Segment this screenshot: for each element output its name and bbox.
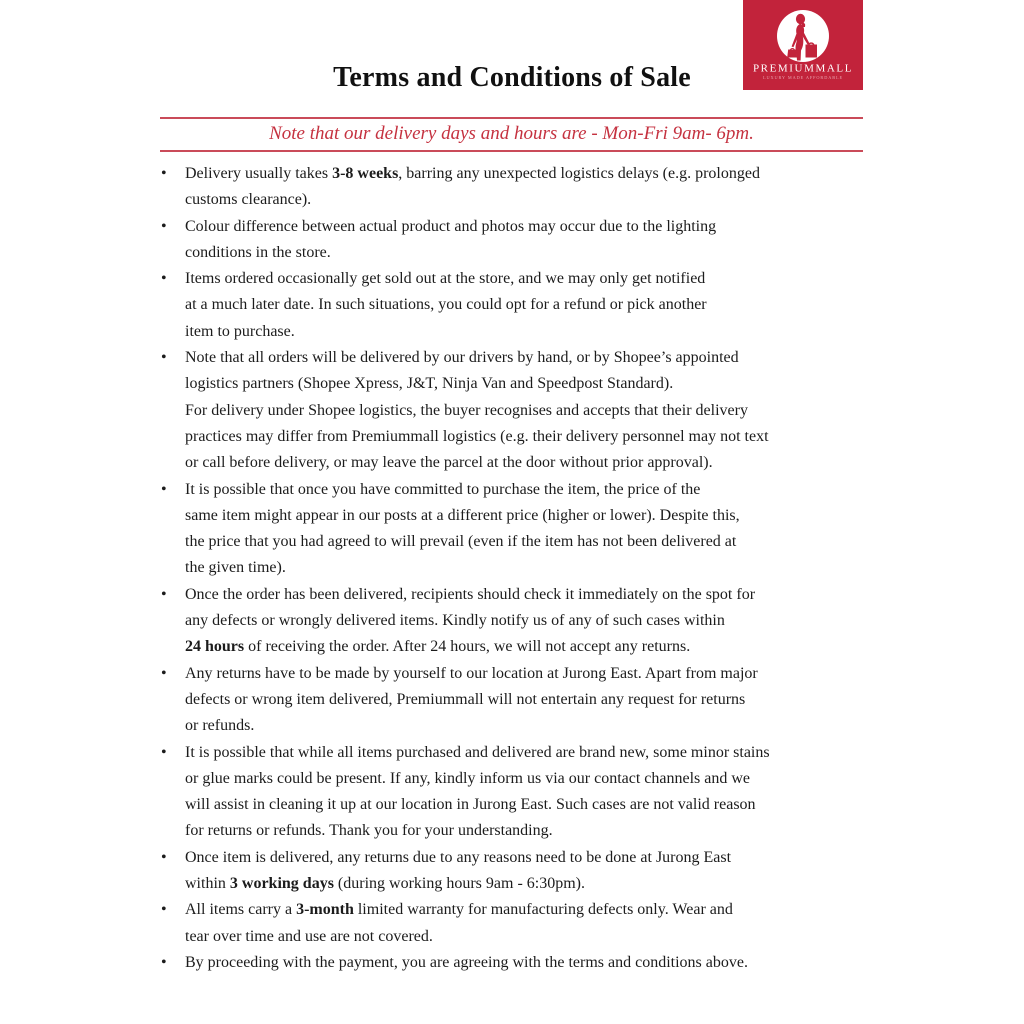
terms-list-item: • Once the order has been delivered, recipients should check it immediately on the spot for any defects or wrongly delivered items. Kindly notify us of any of such cases within 24 hours of receiving the order. After 24 hours, we will not accept any returns. — [160, 582, 874, 661]
terms-list-item: • All items carry a 3-month limited warranty for manufacturing defects only. Wear and tear over time and use are not covered. — [160, 897, 874, 950]
terms-list-item: • Any returns have to be made by yourself to our location at Jurong East. Apart from major defects or wrong item delivered, Premiummall will not entertain any request for returns or refunds. — [160, 661, 874, 740]
terms-list-item: • Note that all orders will be delivered by our drivers by hand, or by Shopee’s appointed logistics partners (Shopee Xpress, J&T, Ninja Van and Speedpost Standard). For delivery under Shopee logistics, the buyer recognises and accepts that their delivery practices may differ from Premiummall logistics (e.g. their delivery personnel may not text or call before delivery, or may leave the parcel at the door without prior approval). — [160, 345, 874, 476]
delivery-notice-text: Note that our delivery days and hours are - Mon-Fri 9am- 6pm. — [269, 123, 754, 144]
terms-list-item: • It is possible that while all items purchased and delivered are brand new, some minor stains or glue marks could be present. If any, kindly inform us via our contact channels and we will assist in cleaning it up at our location in Jurong East. Such cases are not valid reason for returns or refunds. Thank you for your understanding. — [160, 740, 874, 845]
terms-list — [160, 161, 874, 976]
terms-list-item: • Delivery usually takes 3-8 weeks, barring any unexpected logistics delays (e.g. prolonged customs clearance). — [160, 161, 874, 214]
terms-list-item: • Once item is delivered, any returns due to any reasons need to be done at Jurong East within 3 working days (during working hours 9am - 6:30pm). — [160, 845, 874, 898]
brand-tagline: LUXURY MADE AFFORDABLE — [762, 75, 844, 80]
terms-list-item: • By proceeding with the payment, you are agreeing with the terms and conditions above. — [160, 950, 874, 976]
page-title: Terms and Conditions of Sale — [333, 62, 691, 93]
delivery-notice-banner — [160, 117, 863, 152]
terms-list-item: • Colour difference between actual product and photos may occur due to the lighting conditions in the store. — [160, 214, 874, 267]
terms-list-item: • Items ordered occasionally get sold out at the store, and we may only get notified at a much later date. In such situations, you could opt for a refund or pick another item to purchase. — [160, 266, 874, 345]
terms-list-item: • It is possible that once you have committed to purchase the item, the price of the same item might appear in our posts at a different price (higher or lower). Despite this, the price that you had agreed to will prevail (even if the item has not been delivered at the given time). — [160, 477, 874, 582]
brand-name: PREMIUMMALL — [752, 62, 854, 75]
